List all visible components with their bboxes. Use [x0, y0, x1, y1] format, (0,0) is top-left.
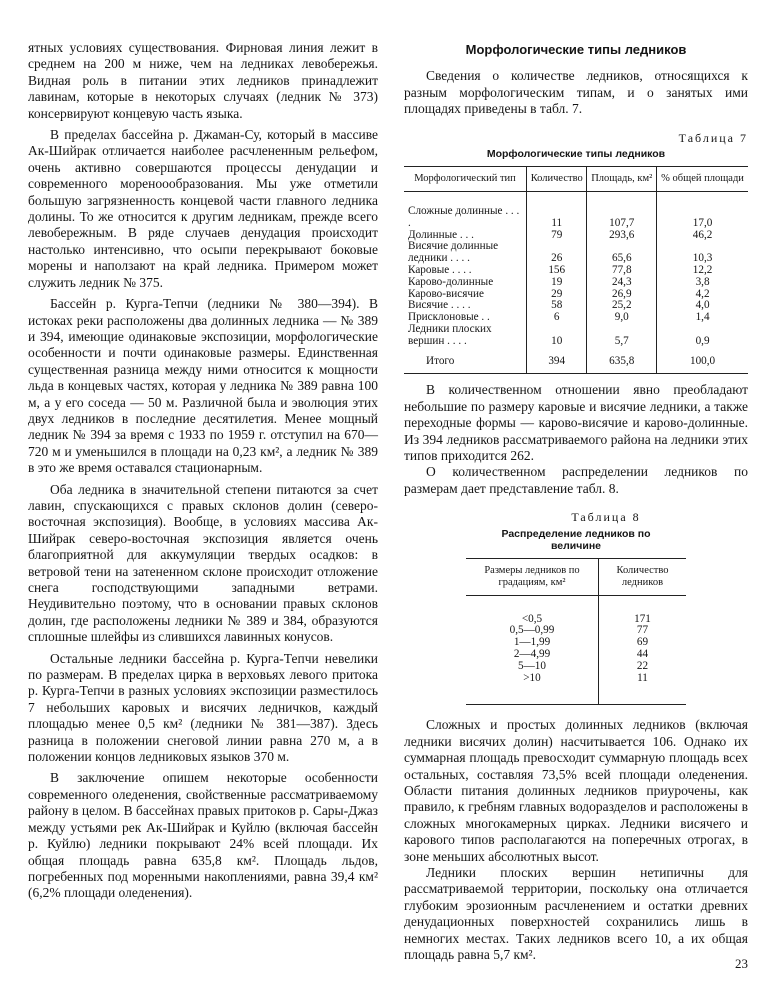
- cell-count: 6: [527, 312, 587, 324]
- cell-area: 77,8: [587, 265, 657, 277]
- table-row: [466, 649, 686, 661]
- cell-count: 19: [527, 277, 587, 289]
- table-row: [466, 637, 686, 649]
- paragraph: В количественном отношении явно преобладают небольшие по размеру каровые и висячие ледники, а также переходные формы — карово-висячие и карово-долинные. Из 394 ледников рассматриваемого района на ледники этих типов приходится 262.: [404, 382, 748, 464]
- cell-area: 26,9: [587, 289, 657, 301]
- cell-count: 58: [527, 300, 587, 312]
- table-row: [466, 625, 686, 637]
- column-header: % общей площади: [657, 167, 748, 192]
- paragraph: Остальные ледники бассейна р. Курга-Тепчи невелики по размерам. В пределах цирка в верховьях левого притока р. Курга-Тепчи в разных условиях экспозиции разместилось 7 небольших каровых и висячих ледничков, каждый площадью менее 0,5 км² (ледники № 381—387). Здесь разница в положении снеговой линии равна 270 м, а в положении концов ледниковых языков 370 м.: [28, 650, 378, 765]
- cell-size: 2—4,99: [513, 648, 551, 661]
- table-row: [466, 595, 686, 625]
- column-header: Морфологический тип: [404, 167, 527, 192]
- cell-pct: 4,0: [657, 300, 748, 312]
- cell-type: Присклоновые . .: [408, 311, 490, 324]
- cell-pct: 10,3: [657, 241, 748, 265]
- column-header: Площадь, км²: [587, 167, 657, 192]
- cell-count: 394: [527, 348, 587, 374]
- cell-type: Карово-висячие: [408, 287, 484, 300]
- cell-size: 0,5—0,99: [509, 624, 555, 637]
- cell-type: Карово-долинные: [408, 275, 494, 288]
- cell-pct: 17,0: [657, 192, 748, 230]
- cell-count: 10: [527, 324, 587, 348]
- column-header: Размеры ледников по градациям, км²: [466, 558, 598, 595]
- table-row: [404, 277, 748, 289]
- paragraph: ятных условиях существования. Фирновая линия лежит в среднем на 200 м ниже, чем на ледниках левобережья. Видная роль в питании этих ледников принадлежит лавинам, которые в некоторых случаях (ледник № 373) консервируют концевую часть языка.: [28, 40, 378, 121]
- table-header-row: [404, 167, 748, 192]
- cell-type: Итого: [426, 354, 455, 367]
- cell-type: Долинные . . .: [408, 228, 474, 241]
- column-header: Количество: [527, 167, 587, 192]
- table-8-caption: Распределение ледников по величине: [501, 527, 651, 552]
- cell-pct: 0,9: [657, 324, 748, 348]
- right-column: [404, 40, 748, 964]
- paragraph: Ледники плоских вершин нетипичны для рассматриваемой территории, поскольку она отличается глубоким эрозионным расчленением и остатки древних денудационных поверхностей сохранились лишь в немногих местах. Таких ледников всего 10, а их общая площадь равна 5,7 км².: [404, 865, 748, 963]
- table-total-row: [404, 348, 748, 374]
- cell-type: Висячие . . . .: [408, 299, 471, 312]
- cell-count: 22: [598, 661, 686, 673]
- cell-pct: 3,8: [657, 277, 748, 289]
- cell-area: 65,6: [587, 241, 657, 265]
- table-7-caption: Морфологические типы ледников: [486, 148, 666, 161]
- cell-size: <0,5: [521, 612, 543, 625]
- cell-count: 171: [598, 595, 686, 625]
- cell-area: 24,3: [587, 277, 657, 289]
- cell-count: 69: [598, 637, 686, 649]
- table-row: [404, 324, 748, 348]
- cell-area: 9,0: [587, 312, 657, 324]
- page-number: 23: [735, 956, 748, 971]
- table-row: [466, 661, 686, 673]
- cell-size: 1—1,99: [513, 636, 551, 649]
- table-row: [404, 192, 748, 230]
- cell-count: 11: [598, 673, 686, 705]
- paragraph: О количественном распределении ледников по размерам дает представление табл. 8.: [404, 464, 748, 496]
- cell-count: 29: [527, 289, 587, 301]
- section-title: Морфологические типы ледников: [465, 42, 687, 57]
- cell-pct: 12,2: [657, 265, 748, 277]
- cell-pct: 1,4: [657, 312, 748, 324]
- cell-count: 77: [598, 625, 686, 637]
- cell-type: Сложные долинные . . . .: [408, 205, 520, 229]
- cell-area: 25,2: [587, 300, 657, 312]
- table-7-label: Таблица 7: [678, 130, 748, 145]
- cell-count: 26: [527, 241, 587, 265]
- cell-count: 44: [598, 649, 686, 661]
- paragraph: Сведения о количестве ледников, относящихся к разным морфологическим типам, и о занятых ими площадях приведены в табл. 7.: [404, 68, 748, 117]
- cell-size: >10: [523, 671, 541, 684]
- cell-area: 107,7: [587, 192, 657, 230]
- cell-area: 5,7: [587, 324, 657, 348]
- cell-area: 293,6: [587, 230, 657, 242]
- paragraph: В заключение опишем некоторые особенности современного оледенения, свойственные рассматриваемому району в целом. В бассейнах правых притоков р. Сары-Джаз между устьями рек Ак-Шийрак и Куйлю (включая бассейн р. Куйлю) ледники покрывают 24% всей площади. Их общая площадь равна 635,8 км². Площадь льдов, погребенных под моренными накоплениями, равна 39,4 км² (6,2% площади оледенения).: [28, 770, 378, 901]
- paragraph: Сложных и простых долинных ледников (включая ледники висячих долин) насчитывается 106. Однако их суммарная площадь превосходит суммарную площадь всех остальных, составляя 73,5% всей площади оледенения. Области питания долинных ледников приурочены, как правило, к гребням главных водоразделов и расположены в сложных многокамерных цирках. Ледники висячего и карового типов располагаются на поперечных отрогах, в зоне меньших абсолютных высот.: [404, 717, 748, 864]
- table-header-row: [466, 558, 686, 595]
- table-row: [404, 241, 748, 265]
- table-7: [404, 166, 748, 374]
- paragraph: Оба ледника в значительной степени питаются за счет лавин, спускающихся с правых склонов долин (северо-восточная экспозиция). Вообще, в условиях массива Ак-Шийрак северо-восточная экспозиция является очень благоприятной для аккумуляции твердых осадков: в ветровой тени на затененном склоне происходит отложение снега господствующими западными ветрами. Неудивительно поэтому, что в основании правых склонов долин, где расположены ледники № 389 и 384, образуются сплошные шлейфы из слившихся лавинных конусов.: [28, 481, 378, 645]
- cell-count: 156: [527, 265, 587, 277]
- cell-area: 635,8: [587, 348, 657, 374]
- table-8: [466, 558, 686, 706]
- cell-type: Каровые . . . .: [408, 264, 472, 277]
- cell-type: Ледники плоских вершин . . . .: [408, 323, 492, 347]
- cell-pct: 100,0: [657, 348, 748, 374]
- column-header: Количество ледников: [598, 558, 686, 595]
- cell-count: 11: [527, 192, 587, 230]
- table-row: [466, 673, 686, 705]
- cell-pct: 46,2: [657, 230, 748, 242]
- cell-pct: 4,2: [657, 289, 748, 301]
- cell-type: Висячие долинные ледники . . . .: [408, 240, 499, 265]
- paragraph: В пределах бассейна р. Джаман-Су, который в массиве Ак-Шийрак отличается наиболее расчлененным рельефом, очень активно совершаются процессы денудации и современного мореноообразования. Мы уже отметили большую загрязненность концевой части главного ледника долины. То же относится к другим ледникам, прежде всего левобережным. В ряде случаев денудация происходит настолько интенсивно, что осыпи перекрывают боковые морены и наползают на край ледника. Примером может служить ледник № 375.: [28, 127, 378, 290]
- cell-size: 5—10: [518, 659, 546, 672]
- paragraph: Бассейн р. Курга-Тепчи (ледники № 380—394). В истоках реки расположены два долинных ледника — № 389 и 394, имеющие одинаковые экспозиции, морфологические особенности и почти одинаковые размеры. Единственная существенная разница между ними относится к мощности льда в концевых частях, которая у ледника № 389 равна 100 м, а у его соседа — 50 м. Различной была и эволюция этих двух ледников в последние десятилетия. Менее мощный ледник № 394 за время с 1933 по 1959 г. отступил на 670—720 м и уменьшился в площади на 0,23 км², а ледник № 389 в это же время оставался стационарным.: [28, 296, 378, 476]
- cell-count: 79: [527, 230, 587, 242]
- left-column: [28, 40, 378, 902]
- table-8-label: Таблица 8: [571, 510, 641, 525]
